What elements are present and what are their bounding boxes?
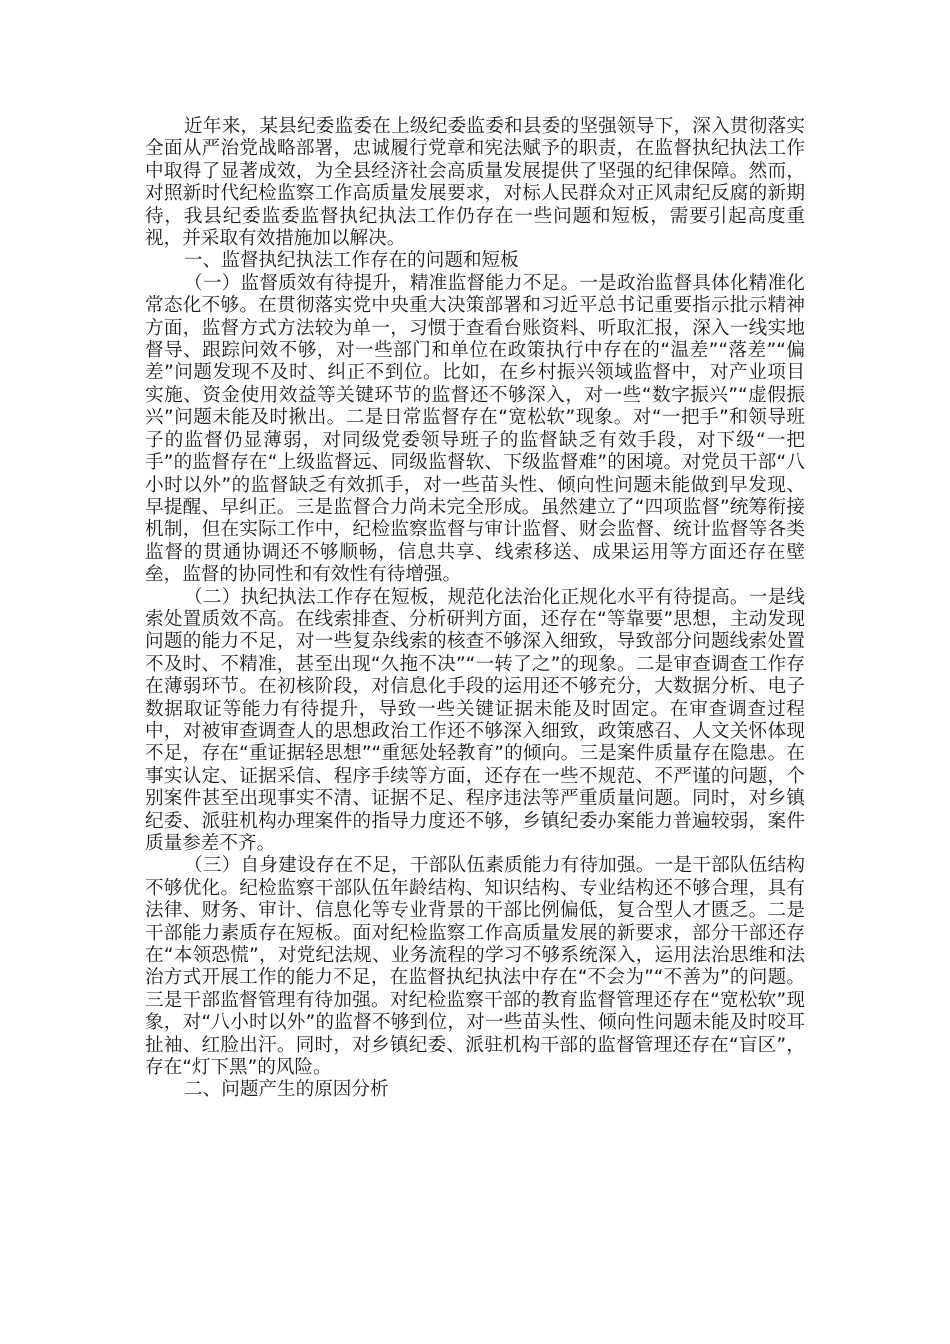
paragraph-discipline-enforcement: （二）执纪执法工作存在短板，规范化法治化正规化水平有待提高。一是线索处置质效不高。在线索排查、分析研判方面，还存在“等靠要”思想，主动发现问题的能力不足，对一些复杂线索的核查不够深入细致，导致部分问题线索处置不及时、不精准，甚至出现“久拖不决”“一转了之”的现象。二是审查调查工作存在薄弱环节。在初核阶段，对信息化手段的运用还不够充分，大数据分析、电子数据取证等能力有待提升，导致一些关键证据未能及时固定。在审查调查过程中，对被审查调查人的思想政治工作还不够深入细致，政策感召、人文关怀体现不足，存在“重证据轻思想”“重惩处轻教育”的倾向。三是案件质量存在隐患。在事实认定、证据采信、程序手续等方面，还存在一些不规范、不严谨的问题，个别案件甚至出现事实不清、证据不足、程序违法等严重质量问题。同时，对乡镇纪委、派驻机构办理案件的指导力度还不够，乡镇纪委办案能力普遍较弱，案件质量参差不齐。 xyxy=(145,586,805,854)
document-body xyxy=(145,116,805,1102)
paragraph-supervision: （一）监督质效有待提升，精准监督能力不足。一是政治监督具体化精准化常态化不够。在贯彻落实党中央重大决策部署和习近平总书记重要指示批示精神方面，监督方式方法较为单一，习惯于查看台账资料、听取汇报，深入一线实地督导、跟踪问效不够，对一些部门和单位在政策执行中存在的“温差”“落差”“偏差”问题发现不及时、纠正不到位。比如，在乡村振兴领域监督中，对产业项目实施、资金使用效益等关键环节的监督还不够深入，对一些“数字振兴”“虚假振兴”问题未能及时揪出。二是日常监督存在“宽松软”现象。对“一把手”和领导班子的监督仍显薄弱，对同级党委领导班子的监督缺乏有效手段，对下级“一把手”的监督存在“上级监督远、同级监督软、下级监督难”的困境。对党员干部“八小时以外”的监督缺乏有效抓手，对一些苗头性、倾向性问题未能做到早发现、早提醒、早纠正。三是监督合力尚未完全形成。虽然建立了“四项监督”统筹衔接机制，但在实际工作中，纪检监察监督与审计监督、财会监督、统计监督等各类监督的贯通协调还不够顺畅，信息共享、线索移送、成果运用等方面还存在壁垒，监督的协同性和有效性有待增强。 xyxy=(145,272,805,586)
intro-paragraph: 近年来，某县纪委监委在上级纪委监委和县委的坚强领导下，深入贯彻落实全面从严治党战略部署，忠诚履行党章和宪法赋予的职责，在监督执纪执法工作中取得了显著成效，为全县经济社会高质量发展提供了坚强的纪律保障。然而，对照新时代纪检监察工作高质量发展要求，对标人民群众对正风肃纪反腐的新期待，我县纪委监委监督执纪执法工作仍存在一些问题和短板，需要引起高度重视，并采取有效措施加以解决。 xyxy=(145,116,805,250)
paragraph-self-construction: （三）自身建设存在不足，干部队伍素质能力有待加强。一是干部队伍结构不够优化。纪检监察干部队伍年龄结构、知识结构、专业结构还不够合理，具有法律、财务、审计、信息化等专业背景的干部比例偏低，复合型人才匮乏。二是干部能力素质存在短板。面对纪检监察工作高质量发展的新要求，部分干部还存在“本领恐慌”，对党纪法规、业务流程的学习不够系统深入，运用法治思维和法治方式开展工作的能力不足，在监督执纪执法中存在“不会为”“不善为”的问题。三是干部监督管理有待加强。对纪检监察干部的教育监督管理还存在“宽松软”现象，对“八小时以外”的监督不够到位，对一些苗头性、倾向性问题未能及时咬耳扯袖、红脸出汗。同时，对乡镇纪委、派驻机构干部的监督管理还存在“盲区”，存在“灯下黑”的风险。 xyxy=(145,855,805,1079)
section-heading-2: 二、问题产生的原因分析 xyxy=(184,1079,389,1101)
section-heading-1: 一、监督执纪执法工作存在的问题和短板 xyxy=(184,250,519,272)
